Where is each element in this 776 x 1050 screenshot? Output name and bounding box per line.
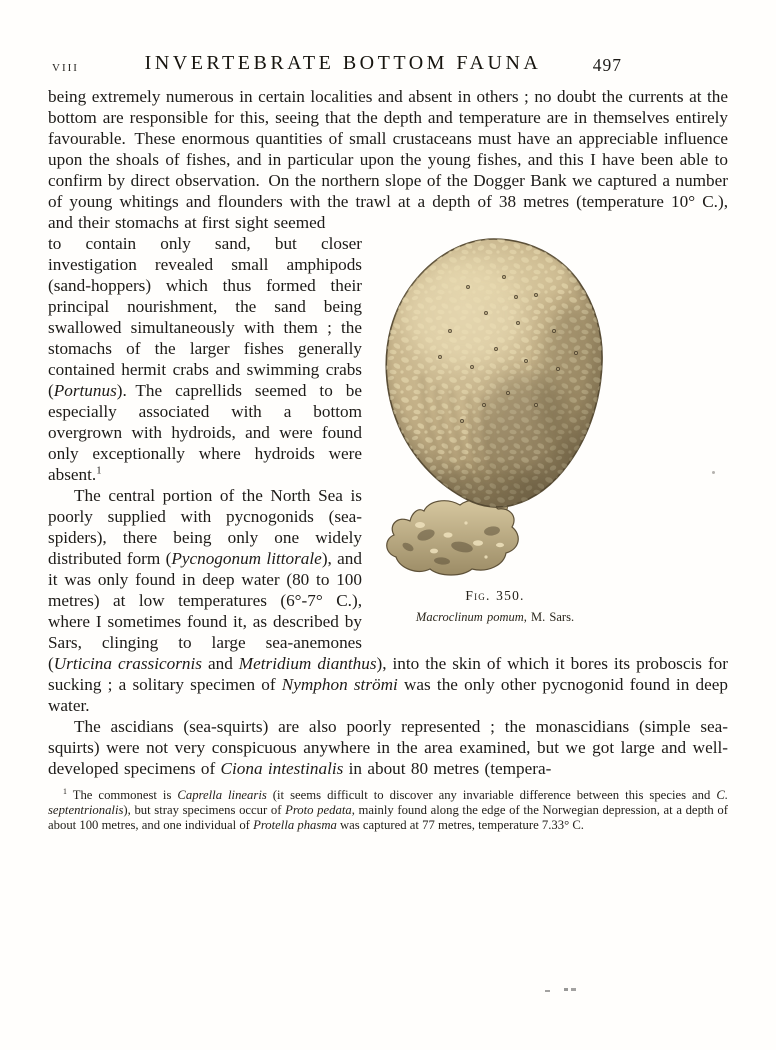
scan-speck xyxy=(712,471,715,474)
scan-artifact-mark xyxy=(545,990,550,992)
scan-artifact-marks xyxy=(545,988,585,994)
chapter-numeral: VIII xyxy=(52,62,79,74)
page-title: INVERTEBRATE BOTTOM FAUNA xyxy=(144,52,542,74)
paragraph-pycnogonids: The central portion of the North Sea is poorly supplied with pycnogonids (sea-spiders), there being only one widely distributed form (Pycnogonum littorale), and it was only found in deep water (80 to 100 metres) at low temperatures (6°-7° C.), where I sometimes found it, as described by Sars, clinging to large sea-anemones (Urticina crassicornis and Metridium dianthus), into the skin of which it bores its proboscis for sucking ; a solitary specimen of Nymphon strömi was the only other pycnogonid found in deep water. xyxy=(48,486,729,715)
running-head xyxy=(48,52,728,84)
paragraph-ascidians: The ascidians (sea-squirts) are also poorly represented ; the monascidians (simple sea-squirts) were not very conspicuous anywhere in the area examined, but we got large and well-developed specimens of Ciona intestinalis in about 80 metres (tempera- xyxy=(48,717,728,778)
paragraph-continuation: being extremely numerous in certain localities and absent in others ; no doubt the currents at the bottom are responsible for this, seeing that the depth and temperature are in themselves entirely favourable. These enormous quantities of small crustaceans must have an appreciable influence upon the shoals of fishes, and in particular upon the young fishes, and this I have been able to confirm by direct observation. On the northern slope of the Dogger Bank we captured a number of young whitings and flounders with the trawl at a depth of 38 metres (temperature 10° C.), and their stomachs at first sight seemed xyxy=(48,87,728,232)
ascidian-illustration xyxy=(376,235,614,580)
paragraph-wrap: to contain only sand, but closer investigation revealed small amphipods (sand-hoppers) which thus formed their principal nourishment, the sand being swallowed simultaneously with them ; the stomachs of the larger fishes generally contained hermit crabs and swimming crabs (Portunus). The caprellids seemed to be especially associated with a bottom overgrown with hydroids, and were found only exceptionally where hydroids were absent.$^1$ xyxy=(48,234,362,484)
figure-caption-species: Macroclinum pomum, M. Sars. xyxy=(415,610,575,624)
figure-caption xyxy=(376,585,614,628)
scan-artifact-mark xyxy=(564,988,568,991)
page-number: 497 xyxy=(592,55,622,75)
body-text xyxy=(48,86,728,779)
figure-350 xyxy=(362,235,728,635)
footnote: $^1$ The commonest is Caprella linearis (it seems difficult to discover any invariable difference between this species and C. septentrionalis), but stray specimens occur of Proto pedata, mainly found along the edge of the Norwegian depression, at a depth of about 100 metres, and one individual of Protella phasma was captured at 77 metres, temperature 7.33° C. xyxy=(48,786,728,833)
scan-artifact-mark xyxy=(571,988,576,991)
figure-caption-number: Fig. 350. xyxy=(465,588,525,603)
